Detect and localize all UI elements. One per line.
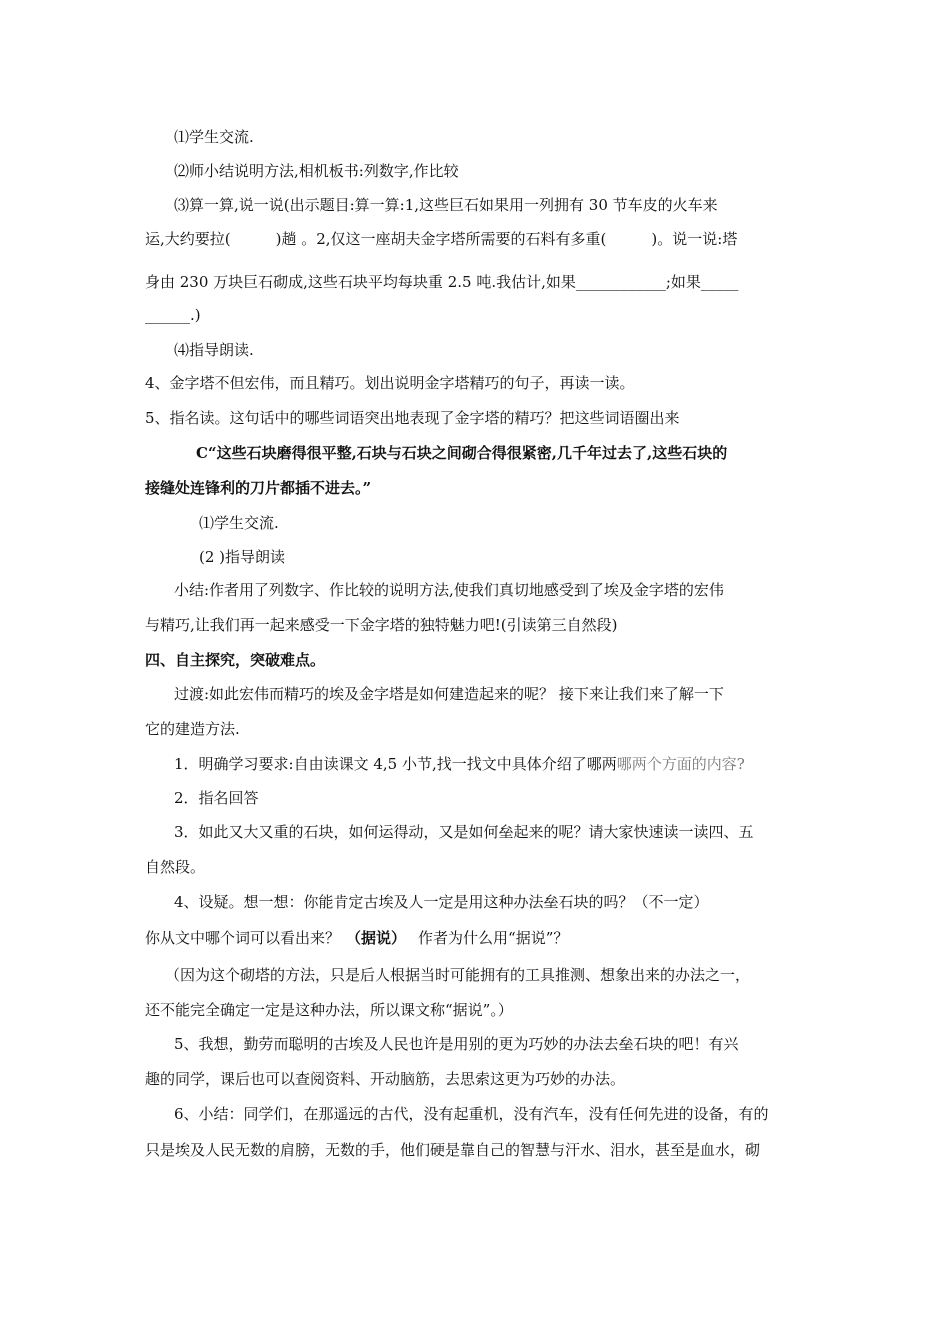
- text-line: 与精巧,让我们再一起来感受一下金字塔的独特魅力吧!(引读第三自然段): [145, 616, 618, 634]
- text-line: （因为这个砌塔的方法，只是后人根据当时可能拥有的工具推测、想象出来的办法之一，: [165, 966, 751, 984]
- text-run: 作者为什么用“据说”？: [418, 929, 569, 947]
- text-line: ______.): [145, 306, 201, 324]
- quoted-sentence: C“这些石块磨得很平整,石块与石块之间砌合得很紧密,几千年过去了,这些石块的: [196, 444, 728, 462]
- text-line: 自然段。: [145, 858, 206, 876]
- text-line: 过渡:如此宏伟而精巧的埃及金字塔是如何建造起来的呢？ 接下来让我们来了解一下: [174, 685, 724, 703]
- text-line: 只是埃及人民无数的肩膀，无数的手，他们硬是靠自己的智慧与汗水、泪水，甚至是血水，砌: [145, 1141, 761, 1159]
- text-line: 身由 230 万块巨石砌成,这些石块平均每块重 2.5 吨.我估计,如果____________;如果_____: [145, 273, 739, 291]
- text-line: 它的建造方法.: [145, 720, 240, 738]
- text-line: 趣的同学，课后也可以查阅资料、开动脑筋，去思索这更为巧妙的办法。: [145, 1070, 626, 1088]
- text-run-gray: 哪两个方面的内容?: [616, 755, 745, 773]
- text-line: 4、设疑。想一想：你能肯定古埃及人一定是用这种办法垒石块的吗？（不一定）: [174, 893, 709, 911]
- text-line: [174, 754, 745, 774]
- text-line: 5、我想，勤劳而聪明的古埃及人民也许是用别的更为巧妙的办法去垒石块的吧！有兴: [174, 1035, 739, 1053]
- text-run: 你从文中哪个词可以看出来？: [145, 929, 341, 947]
- text-line: ⑷指导朗读.: [174, 341, 254, 359]
- text-line: 6、小结：同学们，在那遥远的古代，没有起重机，没有汽车，没有任何先进的设备，有的: [174, 1105, 769, 1123]
- text-line: 5、指名读。这句话中的哪些词语突出地表现了金字塔的精巧？把这些词语圈出来: [145, 409, 680, 427]
- text-run-bold: （据说）: [346, 929, 407, 947]
- text-line: 小结:作者用了列数字、作比较的说明方法,使我们真切地感受到了埃及金字塔的宏伟: [174, 581, 724, 599]
- text-line: 3．如此又大又重的石块，如何运得动，又是如何垒起来的呢？请大家快速读一读四、五: [174, 823, 754, 841]
- text-line: ⑴学生交流.: [174, 128, 254, 146]
- text-line: ⑵师小结说明方法,相机板书:列数字,作比较: [174, 162, 459, 180]
- text-run: 1．明确学习要求:自由读课文 4,5 小节,找一找文中具体介绍了哪两: [174, 755, 617, 773]
- section-heading: 四、自主探究，突破难点。: [145, 651, 326, 669]
- text-line: [145, 928, 568, 948]
- text-line: 2．指名回答: [174, 789, 259, 807]
- text-line: ⑶算一算,说一说(出示题目:算一算:1,这些巨石如果用一列拥有 30 节车皮的火车来: [174, 196, 718, 214]
- quoted-sentence: 接缝处连锋利的刀片都插不进去。”: [145, 479, 372, 497]
- text-line: 4、金字塔不但宏伟，而且精巧。划出说明金字塔精巧的句子，再读一读。: [145, 374, 635, 392]
- text-line: 还不能完全确定一定是这种办法，所以课文称“据说”。）: [145, 1001, 513, 1019]
- text-line: 运,大约要拉( )趟 。2,仅这一座胡夫金字塔所需要的石料有多重( )。说一说:塔: [145, 230, 738, 248]
- text-line: (2 )指导朗读: [199, 548, 286, 566]
- text-line: ⑴学生交流.: [199, 514, 279, 532]
